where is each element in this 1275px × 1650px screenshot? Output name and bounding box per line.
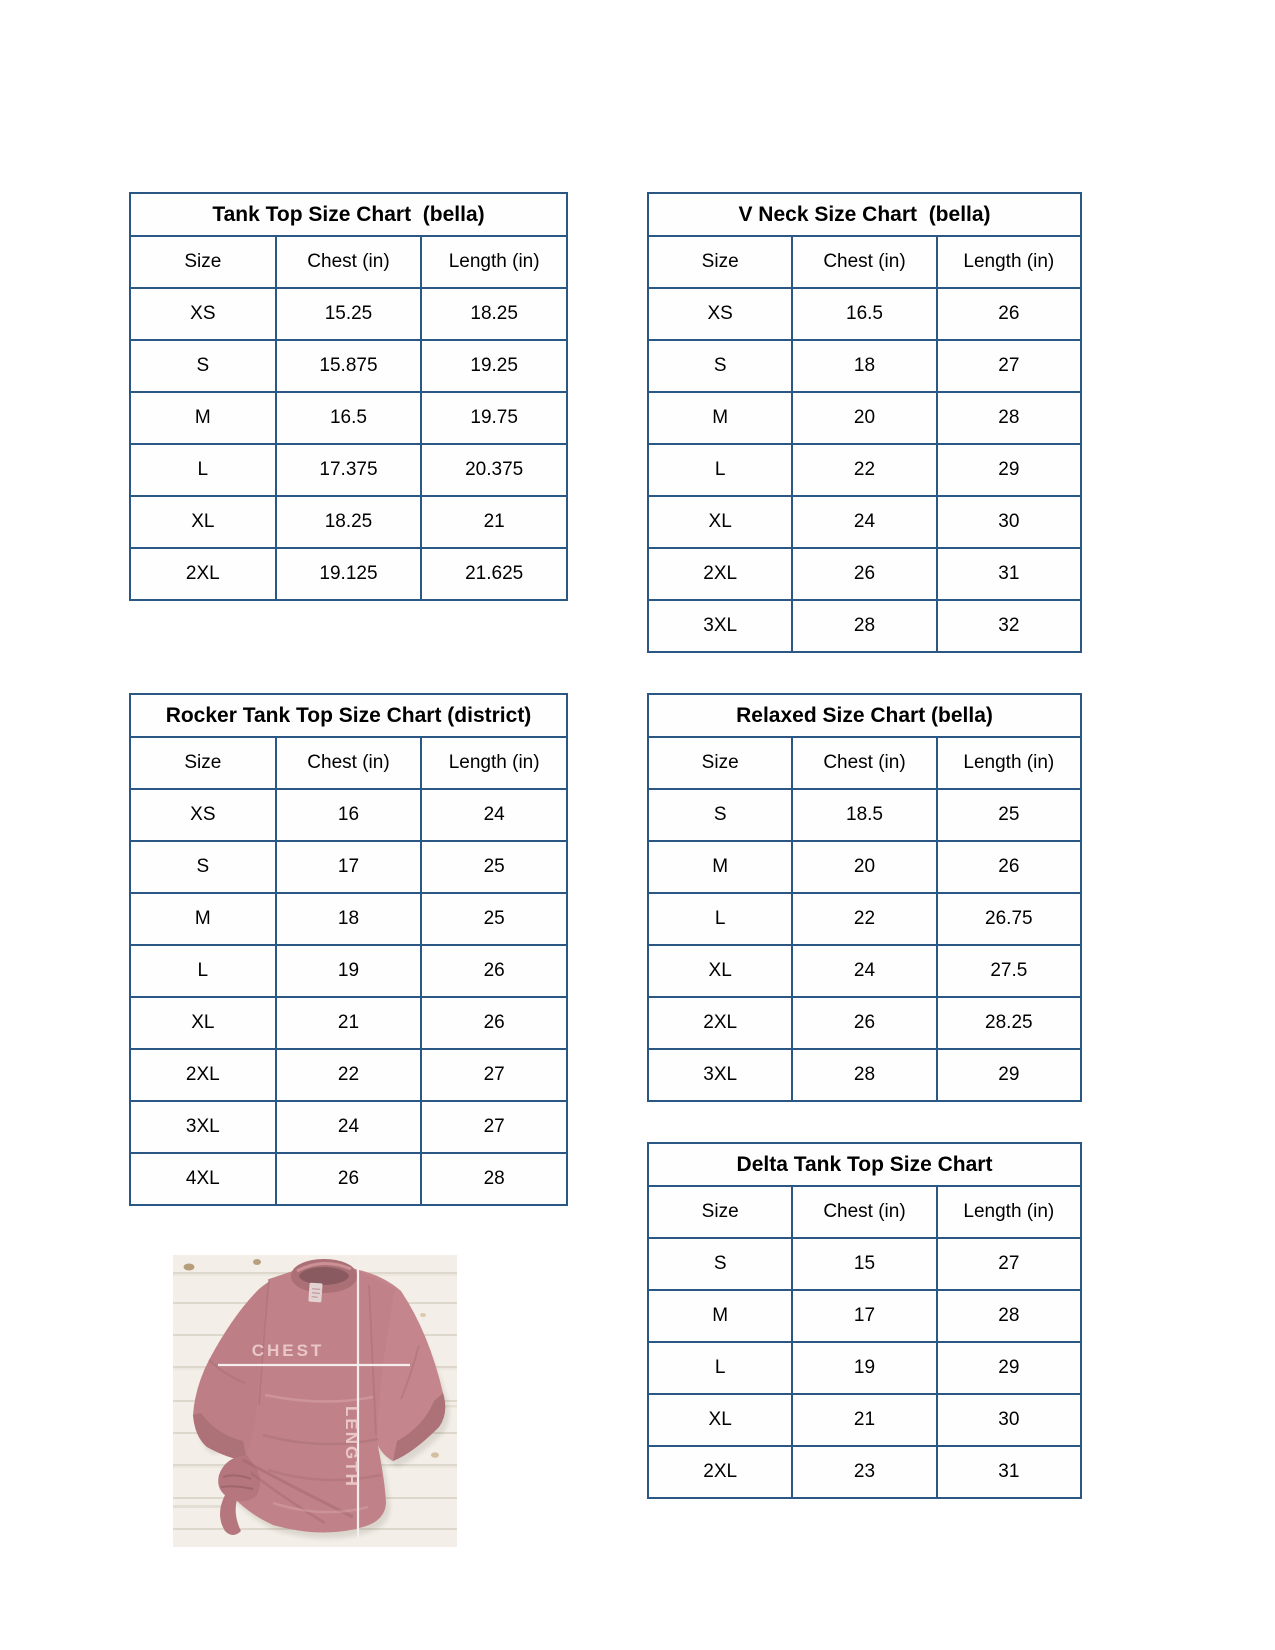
delta-tank-cell-2-2: 29 bbox=[937, 1342, 1081, 1394]
v-neck-bella-header-row bbox=[648, 236, 1081, 288]
tank-top-bella-row-M bbox=[130, 392, 567, 444]
rocker-tank-district-row-L bbox=[130, 945, 567, 997]
v-neck-bella-cell-0-2: 26 bbox=[937, 288, 1081, 340]
delta-tank-cell-3-2: 30 bbox=[937, 1394, 1081, 1446]
relaxed-bella-cell-3-2: 27.5 bbox=[937, 945, 1081, 997]
v-neck-bella-row-XL bbox=[648, 496, 1081, 548]
v-neck-bella-cell-5-0: 2XL bbox=[648, 548, 792, 600]
tank-top-bella-header-row bbox=[130, 236, 567, 288]
tank-top-bella-cell-0-2: 18.25 bbox=[421, 288, 567, 340]
tank-top-bella-header-1: Chest (in) bbox=[276, 236, 422, 288]
rocker-tank-district-cell-1-1: 17 bbox=[276, 841, 422, 893]
rocker-tank-district-header-2: Length (in) bbox=[421, 737, 567, 789]
relaxed-bella-cell-4-0: 2XL bbox=[648, 997, 792, 1049]
rocker-tank-district-cell-7-1: 26 bbox=[276, 1153, 422, 1205]
rocker-tank-district-cell-4-2: 26 bbox=[421, 997, 567, 1049]
relaxed-bella-cell-3-0: XL bbox=[648, 945, 792, 997]
rocker-tank-district-cell-2-2: 25 bbox=[421, 893, 567, 945]
v-neck-bella-cell-3-0: L bbox=[648, 444, 792, 496]
rocker-tank-district-header-0: Size bbox=[130, 737, 276, 789]
tank-top-bella-row-XL bbox=[130, 496, 567, 548]
tank-top-bella-row-2XL bbox=[130, 548, 567, 600]
rocker-tank-district-table bbox=[129, 693, 568, 1206]
rocker-tank-district-cell-2-1: 18 bbox=[276, 893, 422, 945]
relaxed-bella-row-S bbox=[648, 789, 1081, 841]
relaxed-bella-row-2XL bbox=[648, 997, 1081, 1049]
relaxed-bella-cell-1-0: M bbox=[648, 841, 792, 893]
relaxed-bella-row-XL bbox=[648, 945, 1081, 997]
rocker-tank-district-cell-1-0: S bbox=[130, 841, 276, 893]
delta-tank-cell-3-1: 21 bbox=[792, 1394, 936, 1446]
tank-top-bella-table bbox=[129, 192, 568, 601]
tank-top-bella-cell-3-0: L bbox=[130, 444, 276, 496]
tank-top-bella-cell-1-1: 15.875 bbox=[276, 340, 422, 392]
rocker-tank-district-cell-1-2: 25 bbox=[421, 841, 567, 893]
rocker-tank-district-cell-2-0: M bbox=[130, 893, 276, 945]
delta-tank-cell-3-0: XL bbox=[648, 1394, 792, 1446]
tank-top-bella-cell-1-0: S bbox=[130, 340, 276, 392]
tank-top-bella-row-L bbox=[130, 444, 567, 496]
delta-tank-header-2: Length (in) bbox=[937, 1186, 1081, 1238]
relaxed-bella-header-2: Length (in) bbox=[937, 737, 1081, 789]
chest-label: CHEST bbox=[251, 1341, 325, 1360]
rocker-tank-district-cell-3-1: 19 bbox=[276, 945, 422, 997]
relaxed-bella-cell-0-2: 25 bbox=[937, 789, 1081, 841]
v-neck-bella-cell-6-0: 3XL bbox=[648, 600, 792, 652]
relaxed-bella-cell-1-1: 20 bbox=[792, 841, 936, 893]
rocker-tank-district-cell-5-1: 22 bbox=[276, 1049, 422, 1101]
v-neck-bella-row-2XL bbox=[648, 548, 1081, 600]
v-neck-bella-cell-4-2: 30 bbox=[937, 496, 1081, 548]
delta-tank-row-2XL bbox=[648, 1446, 1081, 1498]
relaxed-bella-cell-2-0: L bbox=[648, 893, 792, 945]
tank-top-bella-cell-1-2: 19.25 bbox=[421, 340, 567, 392]
tank-top-bella-cell-3-1: 17.375 bbox=[276, 444, 422, 496]
tank-top-bella-cell-5-1: 19.125 bbox=[276, 548, 422, 600]
relaxed-bella-cell-3-1: 24 bbox=[792, 945, 936, 997]
delta-tank-cell-1-1: 17 bbox=[792, 1290, 936, 1342]
v-neck-bella-cell-1-0: S bbox=[648, 340, 792, 392]
relaxed-bella-header-1: Chest (in) bbox=[792, 737, 936, 789]
delta-tank-cell-4-2: 31 bbox=[937, 1446, 1081, 1498]
rocker-tank-district-cell-0-2: 24 bbox=[421, 789, 567, 841]
rocker-tank-district-row-XS bbox=[130, 789, 567, 841]
rocker-tank-district-cell-3-0: L bbox=[130, 945, 276, 997]
v-neck-bella-row-M bbox=[648, 392, 1081, 444]
delta-tank-table bbox=[647, 1142, 1082, 1499]
rocker-tank-district-title: Rocker Tank Top Size Chart (district) bbox=[130, 694, 567, 737]
delta-tank-cell-2-0: L bbox=[648, 1342, 792, 1394]
v-neck-bella-row-XS bbox=[648, 288, 1081, 340]
rocker-tank-district-row-S bbox=[130, 841, 567, 893]
tank-top-bella-cell-0-1: 15.25 bbox=[276, 288, 422, 340]
delta-tank-row-L bbox=[648, 1342, 1081, 1394]
tank-top-bella-cell-3-2: 20.375 bbox=[421, 444, 567, 496]
tank-top-bella-row-XS bbox=[130, 288, 567, 340]
v-neck-bella-cell-1-2: 27 bbox=[937, 340, 1081, 392]
v-neck-bella-cell-2-1: 20 bbox=[792, 392, 936, 444]
v-neck-bella-cell-3-1: 22 bbox=[792, 444, 936, 496]
relaxed-bella-cell-1-2: 26 bbox=[937, 841, 1081, 893]
rocker-tank-district-row-M bbox=[130, 893, 567, 945]
v-neck-bella-header-2: Length (in) bbox=[937, 236, 1081, 288]
v-neck-bella-header-1: Chest (in) bbox=[792, 236, 936, 288]
v-neck-bella-cell-0-1: 16.5 bbox=[792, 288, 936, 340]
v-neck-bella-cell-4-1: 24 bbox=[792, 496, 936, 548]
rocker-tank-size-chart bbox=[129, 693, 568, 1206]
rocker-tank-district-cell-6-1: 24 bbox=[276, 1101, 422, 1153]
rocker-tank-district-cell-0-1: 16 bbox=[276, 789, 422, 841]
delta-tank-cell-1-2: 28 bbox=[937, 1290, 1081, 1342]
delta-tank-cell-2-1: 19 bbox=[792, 1342, 936, 1394]
relaxed-bella-row-L bbox=[648, 893, 1081, 945]
relaxed-bella-cell-2-1: 22 bbox=[792, 893, 936, 945]
v-neck-bella-cell-2-0: M bbox=[648, 392, 792, 444]
v-neck-size-chart bbox=[647, 192, 1082, 653]
v-neck-bella-cell-6-1: 28 bbox=[792, 600, 936, 652]
tank-top-bella-cell-4-2: 21 bbox=[421, 496, 567, 548]
rocker-tank-district-row-2XL bbox=[130, 1049, 567, 1101]
v-neck-bella-table bbox=[647, 192, 1082, 653]
tank-top-bella-cell-2-1: 16.5 bbox=[276, 392, 422, 444]
v-neck-bella-cell-0-0: XS bbox=[648, 288, 792, 340]
tank-top-bella-header-2: Length (in) bbox=[421, 236, 567, 288]
rocker-tank-district-row-XL bbox=[130, 997, 567, 1049]
v-neck-bella-row-3XL bbox=[648, 600, 1081, 652]
delta-tank-row-XL bbox=[648, 1394, 1081, 1446]
tank-top-size-chart bbox=[129, 192, 568, 601]
relaxed-bella-header-0: Size bbox=[648, 737, 792, 789]
delta-tank-cell-0-1: 15 bbox=[792, 1238, 936, 1290]
delta-tank-size-chart bbox=[647, 1142, 1082, 1499]
v-neck-bella-cell-4-0: XL bbox=[648, 496, 792, 548]
v-neck-bella-title: V Neck Size Chart (bella) bbox=[648, 193, 1081, 236]
relaxed-bella-cell-5-2: 29 bbox=[937, 1049, 1081, 1101]
relaxed-bella-row-M bbox=[648, 841, 1081, 893]
relaxed-bella-title: Relaxed Size Chart (bella) bbox=[648, 694, 1081, 737]
tank-top-bella-cell-5-2: 21.625 bbox=[421, 548, 567, 600]
rocker-tank-district-header-row bbox=[130, 737, 567, 789]
relaxed-bella-row-3XL bbox=[648, 1049, 1081, 1101]
rocker-tank-district-cell-4-0: XL bbox=[130, 997, 276, 1049]
tank-top-bella-row-S bbox=[130, 340, 567, 392]
tank-top-bella-cell-4-1: 18.25 bbox=[276, 496, 422, 548]
rocker-tank-district-cell-6-2: 27 bbox=[421, 1101, 567, 1153]
relaxed-bella-cell-0-1: 18.5 bbox=[792, 789, 936, 841]
rocker-tank-district-cell-0-0: XS bbox=[130, 789, 276, 841]
tank-top-bella-cell-2-2: 19.75 bbox=[421, 392, 567, 444]
delta-tank-cell-0-0: S bbox=[648, 1238, 792, 1290]
rocker-tank-district-row-3XL bbox=[130, 1101, 567, 1153]
rocker-tank-district-header-1: Chest (in) bbox=[276, 737, 422, 789]
relaxed-bella-cell-4-2: 28.25 bbox=[937, 997, 1081, 1049]
delta-tank-header-row bbox=[648, 1186, 1081, 1238]
relaxed-bella-cell-5-0: 3XL bbox=[648, 1049, 792, 1101]
delta-tank-row-M bbox=[648, 1290, 1081, 1342]
relaxed-bella-header-row bbox=[648, 737, 1081, 789]
v-neck-bella-cell-2-2: 28 bbox=[937, 392, 1081, 444]
rocker-tank-district-cell-6-0: 3XL bbox=[130, 1101, 276, 1153]
delta-tank-cell-4-1: 23 bbox=[792, 1446, 936, 1498]
v-neck-bella-cell-6-2: 32 bbox=[937, 600, 1081, 652]
delta-tank-cell-0-2: 27 bbox=[937, 1238, 1081, 1290]
rocker-tank-district-cell-4-1: 21 bbox=[276, 997, 422, 1049]
relaxed-bella-cell-5-1: 28 bbox=[792, 1049, 936, 1101]
v-neck-bella-row-L bbox=[648, 444, 1081, 496]
delta-tank-header-1: Chest (in) bbox=[792, 1186, 936, 1238]
relaxed-bella-table bbox=[647, 693, 1082, 1102]
rocker-tank-district-cell-3-2: 26 bbox=[421, 945, 567, 997]
tank-top-bella-cell-0-0: XS bbox=[130, 288, 276, 340]
relaxed-bella-cell-4-1: 26 bbox=[792, 997, 936, 1049]
tank-top-bella-cell-4-0: XL bbox=[130, 496, 276, 548]
v-neck-bella-cell-1-1: 18 bbox=[792, 340, 936, 392]
v-neck-bella-cell-5-2: 31 bbox=[937, 548, 1081, 600]
tank-top-bella-cell-5-0: 2XL bbox=[130, 548, 276, 600]
relaxed-size-chart bbox=[647, 693, 1082, 1102]
tank-top-bella-title: Tank Top Size Chart (bella) bbox=[130, 193, 567, 236]
rocker-tank-district-row-4XL bbox=[130, 1153, 567, 1205]
v-neck-bella-row-S bbox=[648, 340, 1081, 392]
delta-tank-row-S bbox=[648, 1238, 1081, 1290]
rocker-tank-district-cell-7-2: 28 bbox=[421, 1153, 567, 1205]
rocker-tank-district-cell-7-0: 4XL bbox=[130, 1153, 276, 1205]
v-neck-bella-cell-3-2: 29 bbox=[937, 444, 1081, 496]
delta-tank-header-0: Size bbox=[648, 1186, 792, 1238]
tank-top-bella-cell-2-0: M bbox=[130, 392, 276, 444]
length-label: LENGTH bbox=[342, 1406, 361, 1488]
shirt-measurement-photo bbox=[173, 1255, 457, 1547]
v-neck-bella-cell-5-1: 26 bbox=[792, 548, 936, 600]
tank-top-bella-header-0: Size bbox=[130, 236, 276, 288]
delta-tank-cell-4-0: 2XL bbox=[648, 1446, 792, 1498]
relaxed-bella-cell-2-2: 26.75 bbox=[937, 893, 1081, 945]
delta-tank-cell-1-0: M bbox=[648, 1290, 792, 1342]
relaxed-bella-cell-0-0: S bbox=[648, 789, 792, 841]
v-neck-bella-header-0: Size bbox=[648, 236, 792, 288]
rocker-tank-district-cell-5-2: 27 bbox=[421, 1049, 567, 1101]
delta-tank-title: Delta Tank Top Size Chart bbox=[648, 1143, 1081, 1186]
rocker-tank-district-cell-5-0: 2XL bbox=[130, 1049, 276, 1101]
